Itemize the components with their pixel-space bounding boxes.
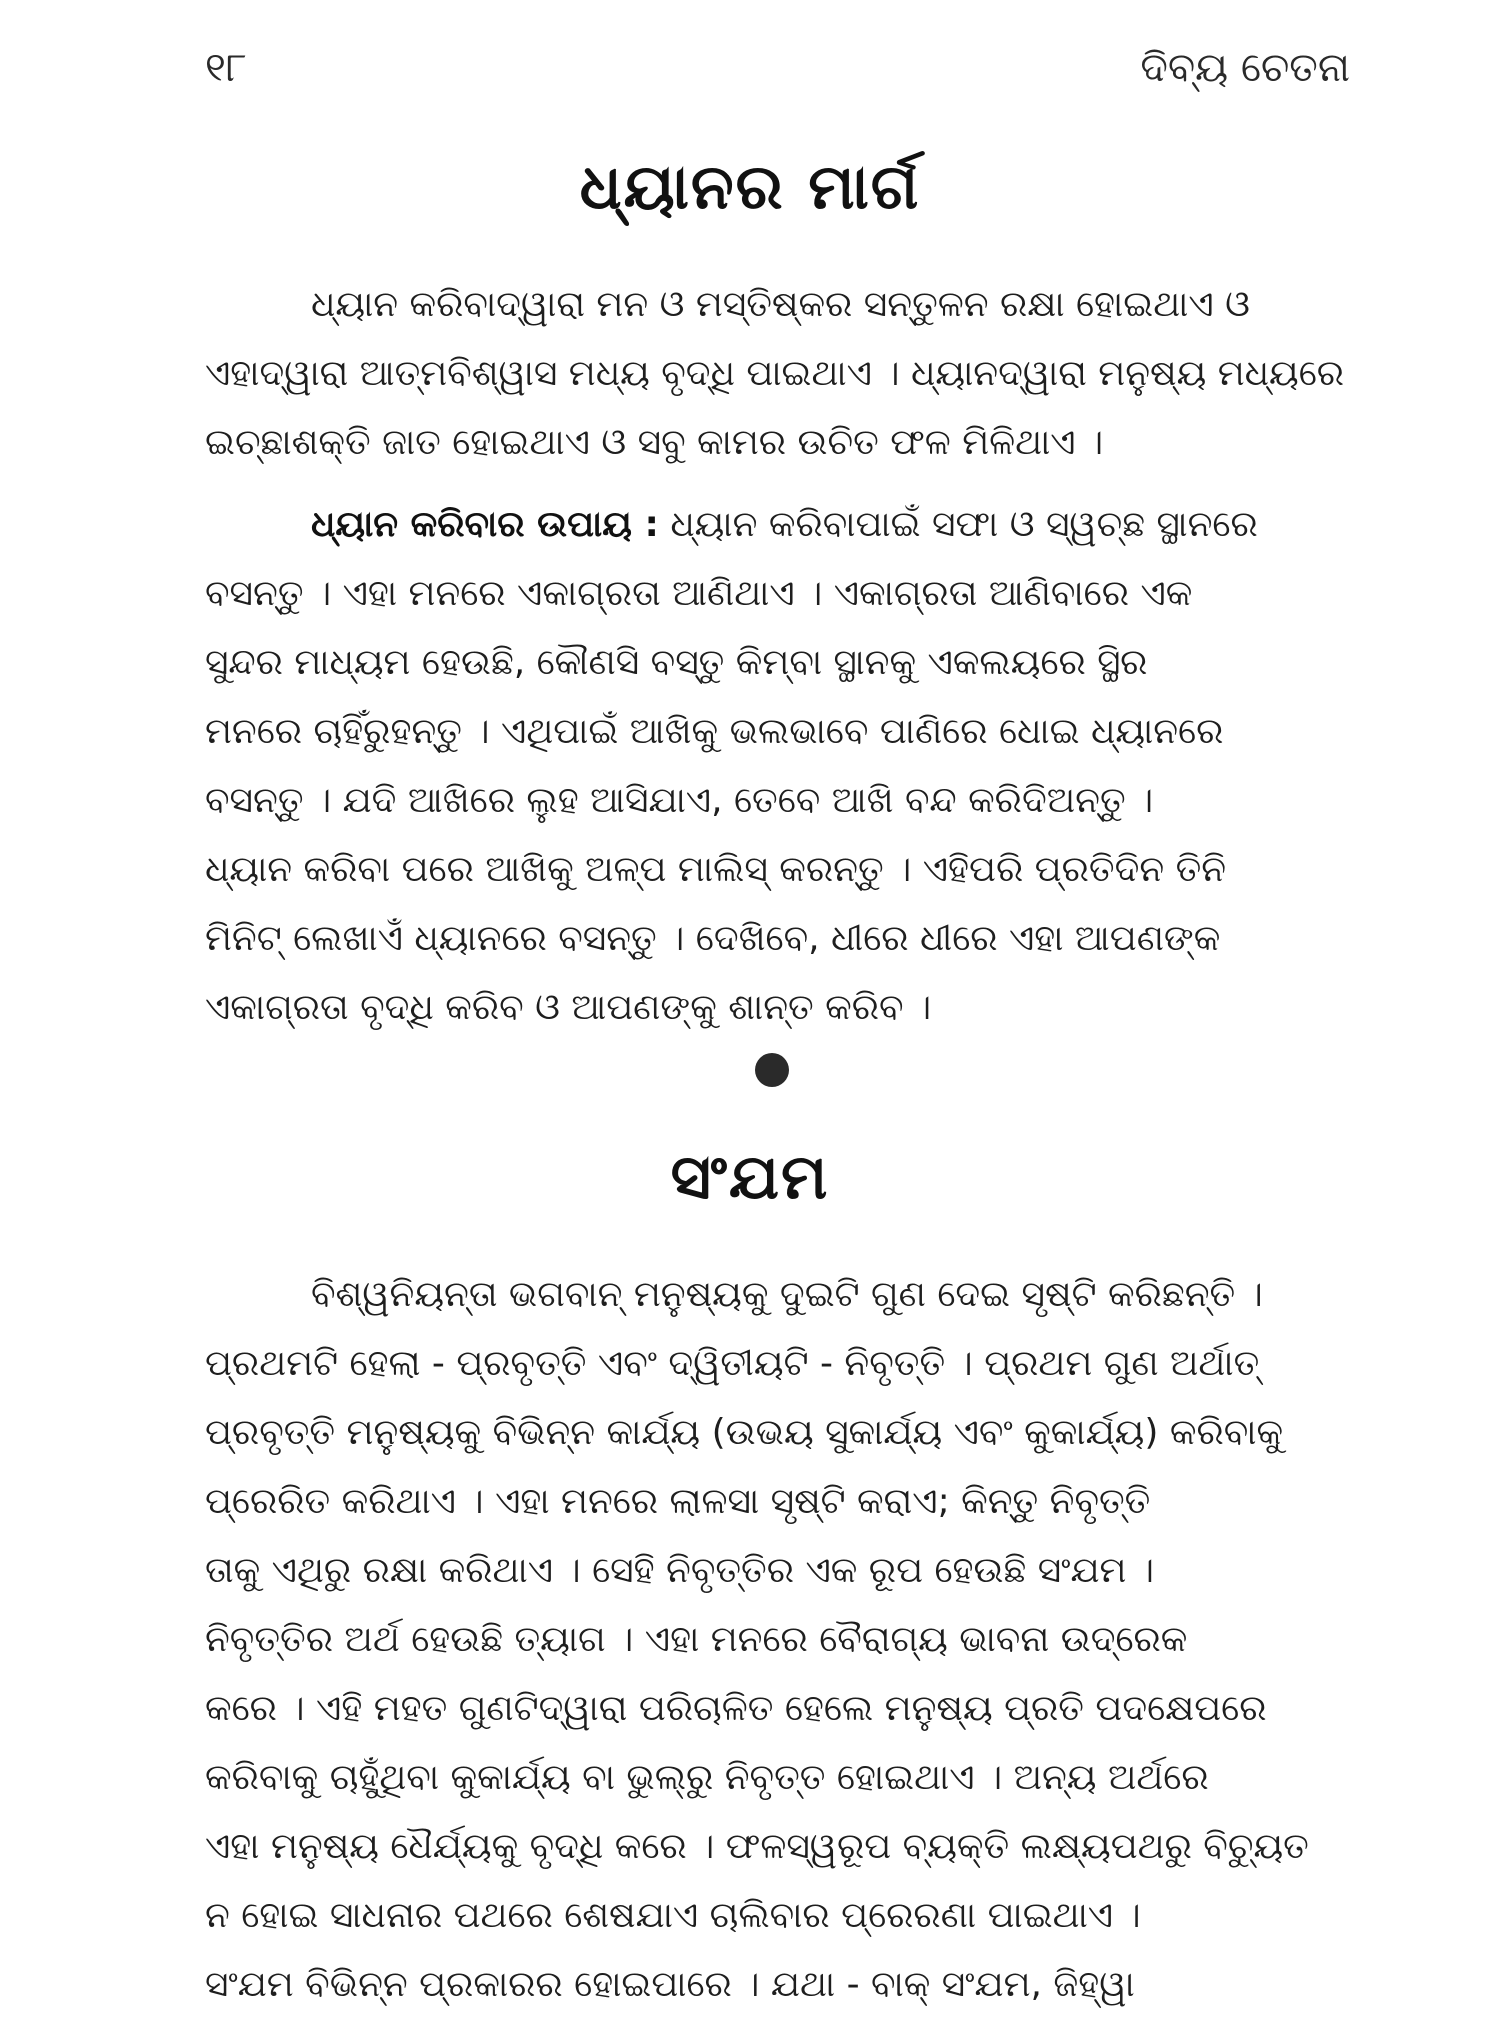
section-separator-dot [755,1053,789,1087]
running-header [205,38,1350,98]
method-first-line: ଧ୍ୟାନ କରିବାପାଇଁ ସଫା ଓ ସ୍ୱଚ୍ଛ ସ୍ଥାନରେ [670,504,1258,545]
text-line: ସୁନ୍ଦର ମାଧ୍ୟମ ହେଉଛି, କୌଣସି ବସ୍ତୁ କିମ୍ବା ସ୍ଥାନକୁ ଏକଲୟରେ ସ୍ଥିର [205,642,1148,683]
text-line [205,490,1345,559]
text-line: ପ୍ରେରିତ କରିଥାଏ । ଏହା ମନରେ ଲାଳସା ସୃଷ୍ଟି କରାଏ; କିନ୍ତୁ ନିବୃତ୍ତି [205,1481,1151,1522]
text-line: ତାକୁ ଏଥିରୁ ରକ୍ଷା କରିଥାଏ । ସେହି ନିବୃତ୍ତିର ଏକ ରୂପ ହେଉଛି ସଂଯମ । [205,1550,1155,1591]
text-line: ପ୍ରବୃତ୍ତି ମନୁଷ୍ୟକୁ ବିଭିନ୍ନ କାର୍ଯ୍ୟ (ଉଭୟ ସୁକାର୍ଯ୍ୟ ଏବଂ କୁକାର୍ଯ୍ୟ) କରିବାକୁ [205,1412,1284,1453]
book-title: ଦିବ୍ୟ ଚେତନା [1140,45,1350,91]
section-heading-restraint: ସଂଯମ [670,1140,830,1213]
page-number: ୧୮ [205,45,247,91]
text-line: ବସନ୍ତୁ । ଏହା ମନରେ ଏକାଗ୍ରତା ଆଣିଥାଏ । ଏକାଗ୍ରତା ଆଣିବାରେ ଏକ [205,573,1193,614]
text-line: ମିନିଟ୍ ଲେଖାଏଁ ଧ୍ୟାନରେ ବସନ୍ତୁ । ଦେଖିବେ, ଧୀରେ ଧୀରେ ଏହା ଆପଣଙ୍କ [205,918,1221,959]
text-line: ପ୍ରଥମଟି ହେଲା - ପ୍ରବୃତ୍ତି ଏବଂ ଦ୍ୱିତୀୟଟି - ନିବୃତ୍ତି । ପ୍ରଥମ ଗୁଣ ଅର୍ଥାତ୍ [205,1343,1260,1384]
paragraph-meditation-intro [205,270,1345,477]
text-line: ନ ହୋଇ ସାଧନାର ପଥରେ ଶେଷଯାଏ ଚାଲିବାର ପ୍ରେରଣା ପାଇଥାଏ । [205,1895,1141,1936]
text-line: ନିବୃତ୍ତିର ଅର୍ଥ ହେଉଛି ତ୍ୟାଗ । ଏହା ମନରେ ବୈରାଗ୍ୟ ଭାବନା ଉଦ୍ରେକ [205,1619,1188,1660]
text-line: କରିବାକୁ ଚାହୁଁଥିବା କୁକାର୍ଯ୍ୟ ବା ଭୁଲ୍‌ରୁ ନିବୃତ୍ତ ହୋଇଥାଏ । ଅନ୍ୟ ଅର୍ଥରେ [205,1757,1209,1798]
text-line: ବସନ୍ତୁ । ଯଦି ଆଖିରେ ଲୁହ ଆସିଯାଏ, ତେବେ ଆଖି ବନ୍ଦ କରିଦିଅନ୍ତୁ । [205,780,1154,821]
text-line: ଧ୍ୟାନ କରିବା ପରେ ଆଖିକୁ ଅଳ୍ପ ମାଲିସ୍ କରନ୍ତୁ । ଏହିପରି ପ୍ରତିଦିନ ତିନି [205,849,1227,890]
text-line: ଇଚ୍ଛାଶକ୍ତି ଜାତ ହୋଇଥାଏ ଓ ସବୁ କାମର ଉଚିତ ଫଳ ମିଳିଥାଏ । [205,422,1104,463]
text-line: କରେ । ଏହି ମହତ ଗୁଣଟିଦ୍ୱାରା ପରିଚାଳିତ ହେଲେ ମନୁଷ୍ୟ ପ୍ରତି ପଦକ୍ଷେପରେ [205,1688,1267,1729]
text-line: ଏହାଦ୍ୱାରା ଆତ୍ମବିଶ୍ୱାସ ମଧ୍ୟ ବୃଦ୍ଧି ପାଇଥାଏ । ଧ୍ୟାନଦ୍ୱାରା ମନୁଷ୍ୟ ମଧ୍ୟରେ [205,353,1345,394]
text-line: ଧ୍ୟାନ କରିବାଦ୍ୱାରା ମନ ଓ ମସ୍ତିଷ୍କର ସନ୍ତୁଳନ ରକ୍ଷା ହୋଇଥାଏ ଓ [311,284,1250,325]
section-heading-meditation: ଧ୍ୟାନର ମାର୍ଗ [579,150,921,223]
text-line: ସଂଯମ ବିଭିନ୍ନ ପ୍ରକାରର ହୋଇପାରେ । ଯଥା - ବାକ୍ ସଂଯମ, ଜିହ୍ୱା [205,1964,1135,2005]
paragraph-restraint [205,1260,1345,2019]
paragraph-meditation-method [205,490,1345,1042]
method-lead-label: ଧ୍ୟାନ କରିବାର ଉପାୟ : [311,504,659,545]
text-line: ବିଶ୍ୱନିୟନ୍ତା ଭଗବାନ୍ ମନୁଷ୍ୟକୁ ଦୁଇଟି ଗୁଣ ଦେଇ ସୃଷ୍ଟି କରିଛନ୍ତି । [311,1274,1263,1315]
text-line: ମନରେ ଚାହିଁରୁହନ୍ତୁ । ଏଥିପାଇଁ ଆଖିକୁ ଭଲଭାବେ ପାଣିରେ ଧୋଇ ଧ୍ୟାନରେ [205,711,1224,752]
text-line: ଏକାଗ୍ରତା ବୃଦ୍ଧି କରିବ ଓ ଆପଣଙ୍କୁ ଶାନ୍ତ କରିବ । [205,987,932,1028]
text-line: ଏହା ମନୁଷ୍ୟ ଧୈର୍ଯ୍ୟକୁ ବୃଦ୍ଧି କରେ । ଫଳସ୍ୱରୂପ ବ୍ୟକ୍ତି ଲକ୍ଷ୍ୟପଥରୁ ବିଚ୍ୟୁତ [205,1826,1309,1867]
